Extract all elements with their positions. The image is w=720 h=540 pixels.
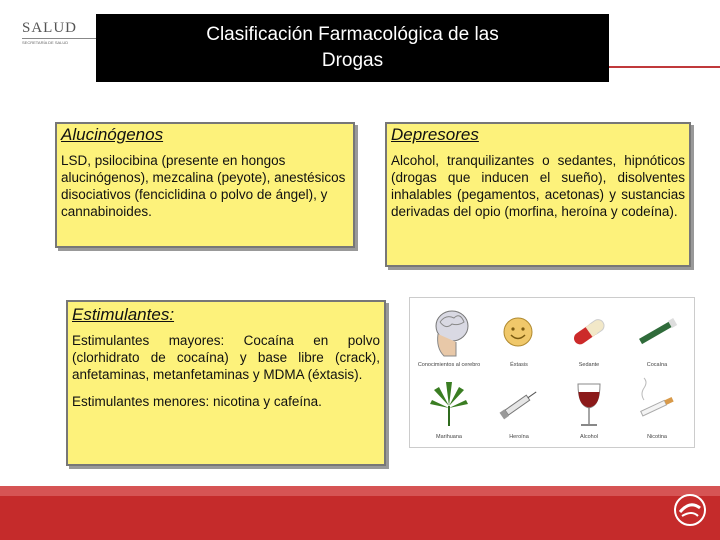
drug-caption: Cocaína xyxy=(646,362,668,368)
depresores-text: Alcohol, tranquilizantes o sedantes, hipnóticos (drogas que inducen el sueño), disolventes inhalables (pegamentos, acetonas) y sustancias derivadas del opio (morfina, heroína y codeína). xyxy=(391,153,685,219)
drug-caption: Sedante xyxy=(578,362,600,368)
drug-item xyxy=(622,302,692,374)
cigarette-icon xyxy=(634,376,680,432)
drug-item xyxy=(554,374,624,446)
depresores-box xyxy=(385,122,691,267)
drug-item xyxy=(414,302,484,374)
drug-images-panel xyxy=(409,297,695,448)
footer-stripe xyxy=(0,486,720,496)
drug-caption: Marihuana xyxy=(436,434,462,440)
estimulantes-box xyxy=(66,300,386,466)
alucinogenos-box xyxy=(55,122,355,248)
title-line-1: Clasificación Farmacológica de las xyxy=(206,24,499,45)
estimulantes-menores-text: Estimulantes menores: nicotina y cafeína. xyxy=(72,394,322,409)
logo-subtitle: SECRETARÍA DE SALUD xyxy=(22,38,102,45)
drug-caption: Nicotina xyxy=(647,434,667,440)
syringe-icon xyxy=(496,376,542,432)
brain-icon xyxy=(426,304,472,360)
drug-item xyxy=(554,302,624,374)
drug-item xyxy=(484,302,554,374)
drug-caption: Alcohol xyxy=(579,434,599,440)
logo-name: SALUD xyxy=(22,20,78,36)
drug-item xyxy=(622,374,692,446)
accent-line xyxy=(609,66,720,68)
drug-item xyxy=(414,374,484,446)
slide-title xyxy=(96,14,609,82)
drug-caption: Conocimientos al cerebro xyxy=(417,362,481,368)
inhalant-icon xyxy=(634,304,680,360)
drug-caption: Heroína xyxy=(509,434,529,440)
salud-logo xyxy=(22,20,102,45)
depresores-heading: Depresores xyxy=(391,125,479,144)
estimulantes-heading: Estimulantes: xyxy=(72,305,175,324)
title-line-2: Drogas xyxy=(321,50,384,71)
drug-item xyxy=(484,374,554,446)
cannabis-leaf-icon xyxy=(426,376,472,432)
wine-glass-icon xyxy=(566,376,612,432)
estimulantes-mayores-text: Estimulantes mayores: Cocaína en polvo (clorhidrato de cocaína) y base libre (crack), anfetaminas, metanfetaminas y MDMA (éxtasis). xyxy=(72,333,380,382)
smiley-pill-icon xyxy=(496,304,542,360)
alucinogenos-heading: Alucinógenos xyxy=(61,125,164,144)
institution-emblem-icon xyxy=(670,490,710,530)
alucinogenos-text: LSD, psilocibina (presente en hongos alucinógenos), mezcalina (peyote), anestésicos disociativos (fenciclidina o polvo de ángel), y cannabinoides. xyxy=(61,153,346,219)
drug-caption: Éxtasis xyxy=(510,362,528,368)
capsule-icon xyxy=(566,304,612,360)
